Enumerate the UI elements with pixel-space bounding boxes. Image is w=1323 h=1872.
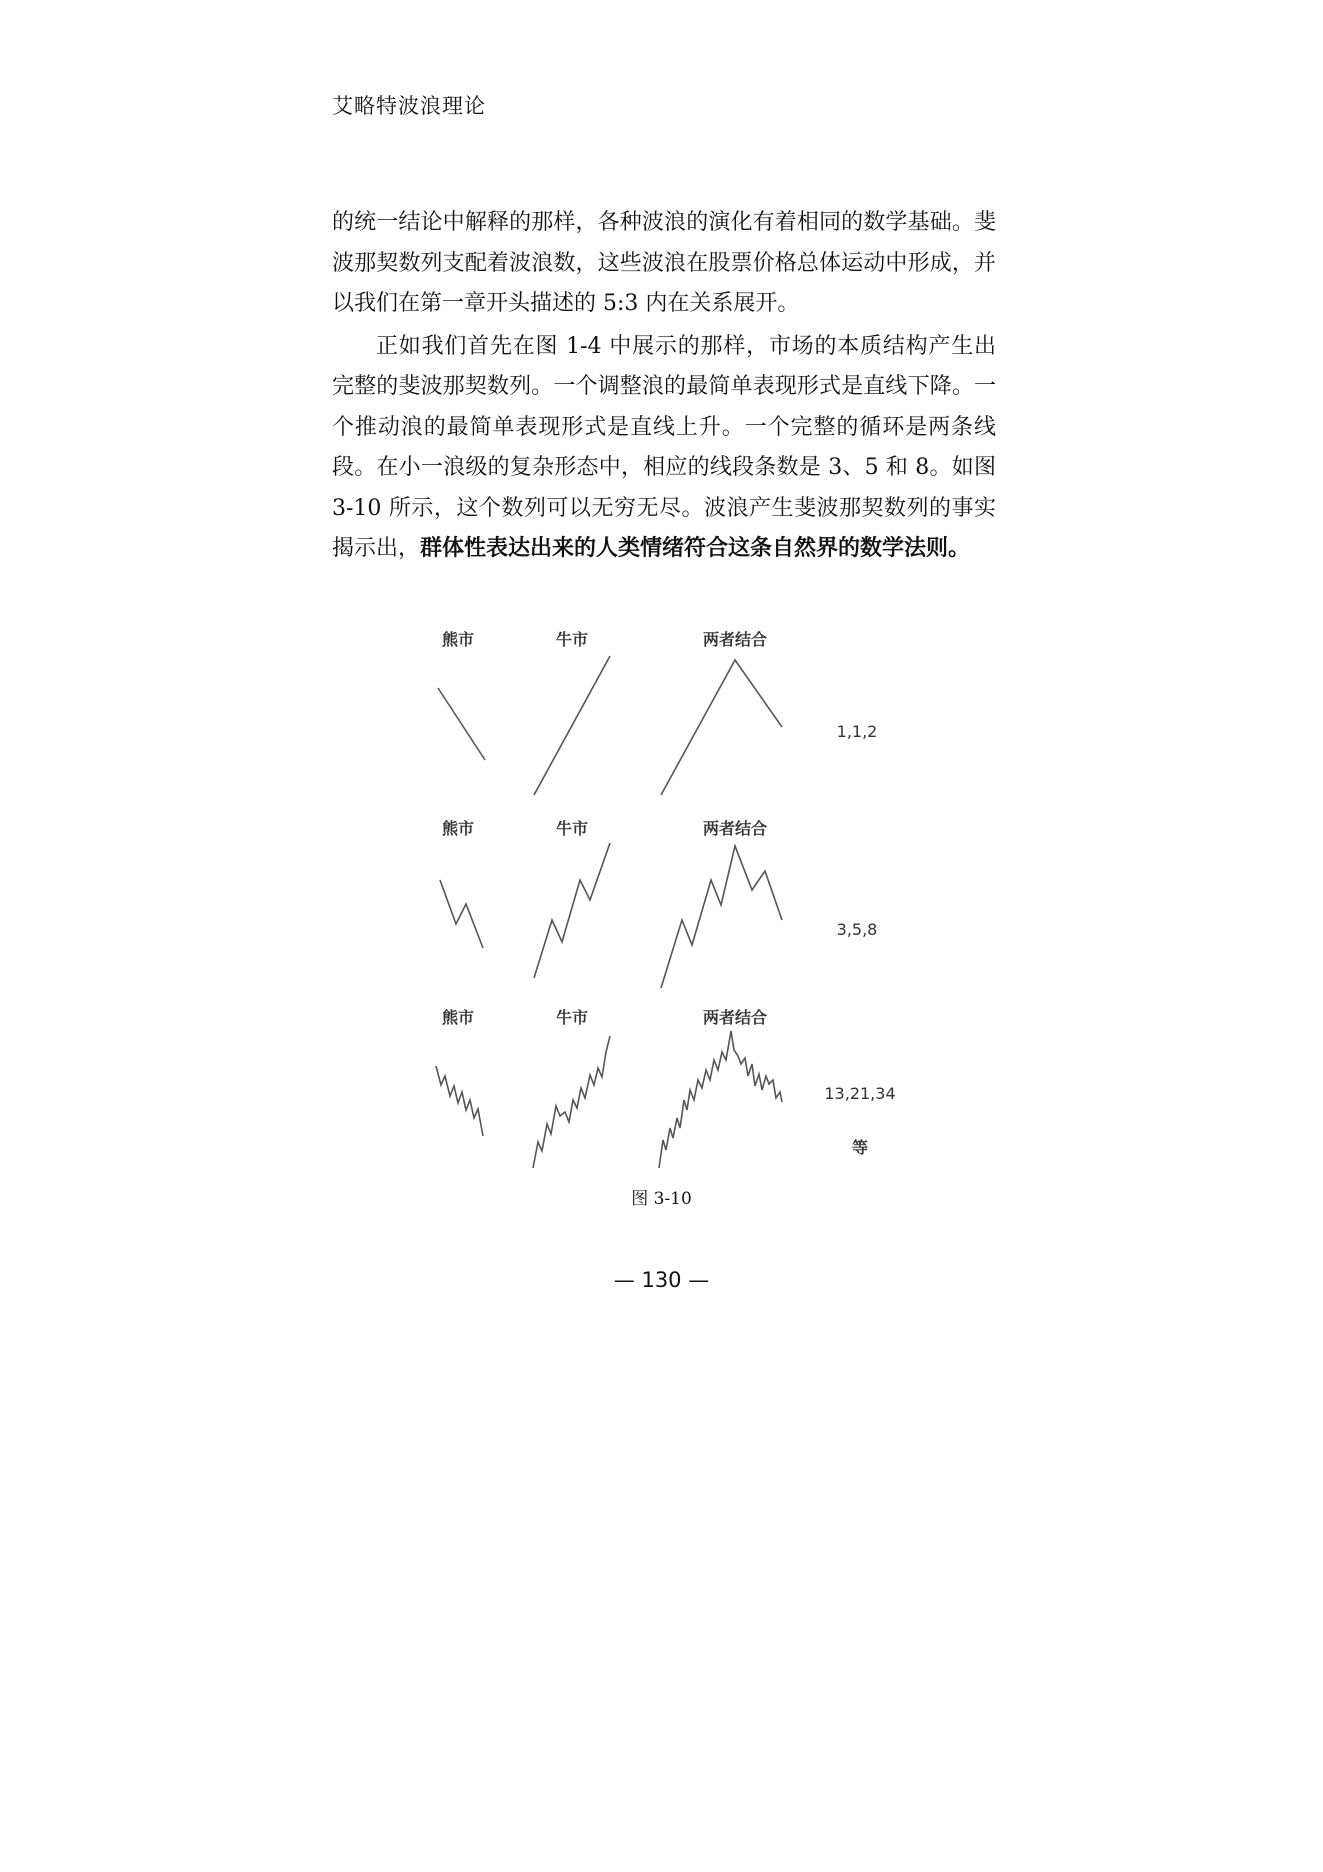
paragraph-2-bold: 群体性表达出来的人类情绪符合这条自然界的数学法则。 xyxy=(420,536,971,561)
paragraph-1: 的统一结论中解释的那样，各种波浪的演化有着相同的数学基础。斐波那契数列支配着波浪数，这些波浪在股票价格总体运动中形成，并以我们在第一章开头描述的 5:3 内在关系展开。 xyxy=(332,210,996,316)
bull-line-row3 xyxy=(533,1036,610,1168)
label-bull-row3: 牛市 xyxy=(555,1008,589,1027)
page-number: — 130 — xyxy=(613,1268,710,1292)
label-bull-row1: 牛市 xyxy=(555,630,589,649)
bear-line-row3 xyxy=(436,1066,483,1136)
label-combined-row1: 两者结合 xyxy=(702,630,768,649)
label-bear-row3: 熊市 xyxy=(441,1008,475,1027)
label-bear-row2: 熊市 xyxy=(441,819,475,838)
combined-line-row3 xyxy=(659,1031,782,1168)
counts-row3: 13,21,34 xyxy=(824,1084,896,1103)
label-combined-row2: 两者结合 xyxy=(702,819,768,838)
counts-row2: 3,5,8 xyxy=(836,920,878,939)
counts-row1: 1,1,2 xyxy=(836,722,878,741)
combined-line-row2 xyxy=(661,846,782,988)
label-bear-row1: 熊市 xyxy=(441,630,475,649)
label-combined-row3: 两者结合 xyxy=(702,1008,768,1027)
figure-caption: 图 3-10 xyxy=(631,1189,692,1209)
bear-line-row2 xyxy=(440,880,483,948)
running-header: 艾略特波浪理论 xyxy=(332,94,486,118)
bull-line-row1 xyxy=(534,656,610,795)
paragraph-2-text: 正如我们首先在图 1-4 中展示的那样，市场的本质结构产生出完整的斐波那契数列。一个调整浪的最简单表现形式是直线下降。一个推动浪的最简单表现形式是直线上升。一个完整的循环是两条线段。在小一浪级的复杂形态中，相应的线段条数是 3、5 和 8。如图 3-10 所示，这个数列可以无穷无尽。波浪产生斐波那契数列的事实揭示出， xyxy=(332,333,996,561)
bear-line-row1 xyxy=(438,688,485,760)
label-bull-row2: 牛市 xyxy=(555,819,589,838)
counts-etc: 等 xyxy=(851,1138,869,1157)
combined-line-row1 xyxy=(661,660,782,795)
bull-line-row2 xyxy=(534,843,610,978)
